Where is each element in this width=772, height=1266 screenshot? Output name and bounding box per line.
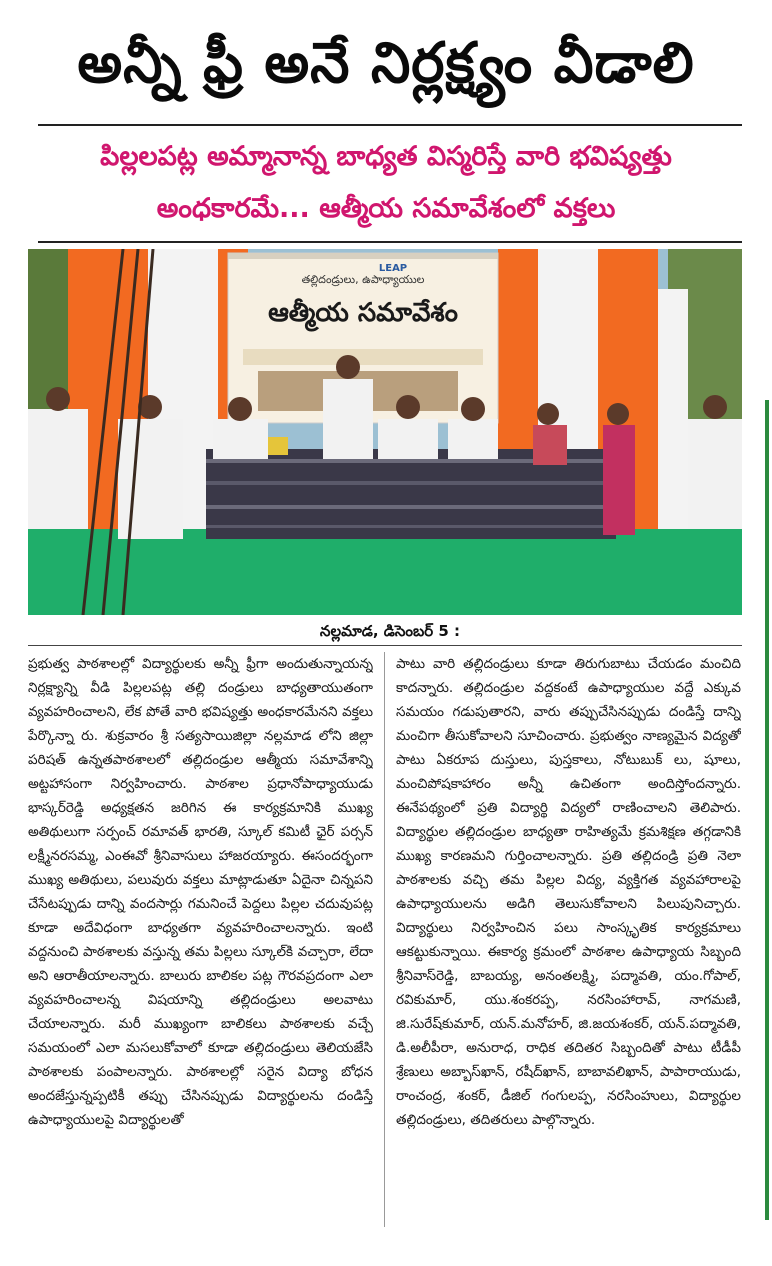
headline: అన్నీ ఫ్రీ అనే నిర్లక్ష్యం వీడాలి: [77, 31, 695, 96]
article-column-1: ప్రభుత్వ పాఠశాలల్లో విద్యార్థులకు అన్నీ ఫ్రీగా అందుతున్నాయన్న నిర్లక్ష్యాన్ని వీడి పిల్లలపట్ల తల్లి దండ్రులు బాధ్యతాయుతంగా వ్యవహరించాలని, లేక పోతే వారి భవిష్యత్తు అంధకారమేనని వక్తలు పేర్కొన్నా రు. శుక్రవారం శ్రీ సత్యసాయిజిల్లా నల్లమాడ లోని జిల్లా పరిషత్ ఉన్నతపాఠశాలలో తల్లిదండ్రుల ఆత్మీయ సమావేశాన్ని అట్టహాసంగా నిర్వహించారు. పాఠశాల ప్రధానోపాధ్యాయుడు భాస్కర్‌రెడ్డి అధ్యక్షతన జరిగిన ఈ కార్యక్రమానికి ముఖ్య అతిథులుగా సర్పంచ్ రమావత్ భారతి, స్కూల్ కమిటీ ఛైర్ పర్సన్ లక్ష్మీనరసమ్మ, ఎంఈవో శ్రీనివాసులు హాజరయ్యారు. ఈసందర్భంగా ముఖ్య అతిథులు, పలువురు వక్తలు మాట్లాడుతూ ఏదైనా చిన్నపని చేసేటప్పుడు దాన్ని వందసార్లు గమనించే పెద్దలు పిల్లల చదువుపట్ల కూడా అదేవిధంగా బాధ్యతగా వ్యవహరించాలన్నారు. ఇంటి వద్దనుంచి పాఠశాలకు వస్తున్న తమ పిల్లలు స్కూల్‌కి వచ్చారా, లేదా అని ఆరాతీయాలన్నారు. బాలురు బాలికల పట్ల గౌరవప్రదంగా ఎలా వ్యవహరించాలన్న విషయాన్ని తల్లిదండ్రులు అలవాటు చేయాలన్నారు. మరీ ముఖ్యంగా బాలికలు పాఠశాలకు వచ్చే సమయంలో ఎలా మసలుకోవాలో కూడా తల్లిదండ్రులు తెలియజేసి పాఠశాలకు పంపాలన్నారు. పాఠశాలల్లో సరైన విద్యా బోధన అందజేస్తున్నప్పటికీ తప్పు చేసినప్పుడు విద్యార్థులను దండిస్తే ఉపాధ్యాయులపై విద్యార్థులతో: [28, 656, 373, 1128]
column-separator: [384, 652, 385, 1227]
subheadline-line-1: పిల్లలపట్ల అమ్మానాన్న బాధ్యత విస్మరిస్తే వారి భవిష్యత్తు: [100, 141, 672, 172]
subheadline-rule: [38, 241, 742, 243]
event-photo: [28, 249, 742, 615]
headline-rule: [38, 124, 742, 126]
green-carpet: [28, 529, 742, 615]
page-edge-border: [765, 400, 769, 1220]
caption-rule: [28, 645, 742, 646]
dateline: నల్లమాడ, డిసెంబర్ 5 :: [319, 622, 461, 640]
banner-top-text: తల్లిదండ్రులు, ఉపాధ్యాయుల: [301, 273, 425, 286]
subheadline-line-2: అంధకారమే... ఆత్మీయ సమావేశంలో వక్తలు: [156, 193, 616, 224]
banner-title: ఆత్మీయ సమావేశం: [268, 298, 458, 328]
banner-logo: LEAP: [378, 263, 408, 274]
article-column-2: పాటు వారి తల్లిదండ్రులు కూడా తిరుగుబాటు చేయడం మంచిది కాదన్నారు. తల్లిదండ్రుల వద్దకంటే ఉపాధ్యాయుల వద్దే ఎక్కువ సమయం గడుపుతారని, వారు తప్పుచేసినప్పుడు దండిస్తే దాన్ని మంచిగా తీసుకోవాలని సూచించారు. ప్రభుత్వం నాణ్యమైన విద్యతో పాటు ఏకరూప దుస్తులు, పుస్తకాలు, నోటుబుక్ లు, షూలు, మంచిపోషకాహారం అన్నీ ఉచితంగా అందిస్తోందన్నారు. ఈనేపథ్యంలో ప్రతి విద్యార్థి విద్యలో రాణించాలని తెలిపారు. విద్యార్థుల తల్లిదండ్రుల బాధ్యతా రాహిత్యమే క్రమశిక్షణ తగ్గడానికి ముఖ్య కారణమని గుర్తించాలన్నారు. ప్రతి తల్లిదండ్రి ప్రతి నెలా పాఠశాలకు వచ్చి తమ పిల్లల విద్య, వ్యక్తిగత వ్యవహారాలపై ఉపాధ్యాయులను అడిగి తెలుసుకోవాలని పిలుపునిచ్చారు. విద్యార్థులు నిర్వహించిన పలు సాంస్కృతిక కార్యక్రమాలు ఆకట్టుకున్నాయి. ఈకార్య క్రమంలో పాఠశాల ఉపాధ్యాయ సిబ్బంది శ్రీనివాస్‌రెడ్డి, బాబయ్య, అనంతలక్ష్మి, పద్మావతి, యం.గోపాల్, రవికుమార్, యు.శంకరప్ప, నరసింహారావ్, నాగమణి, జి.సురేష్‌కుమార్, యన్.మనోహర్, జి.జయశంకర్, యన్.పద్మావతి, డి.అలీపీరా, అనురాధ, రాధిక తదితర సిబ్బందితో పాటు టీడీపీ శ్రేణులు అబ్బాస్‌ఖాన్, రషీద్‌ఖాన్, బాబావలిఖాన్, పాపారాయుడు, రాంచంద్ర, శంకర్, డీజిల్ గంగులప్ప, నరసింహులు, విద్యార్థుల తల్లిదండ్రులు, తదితరులు పాల్గొన్నారు.: [396, 656, 741, 1128]
